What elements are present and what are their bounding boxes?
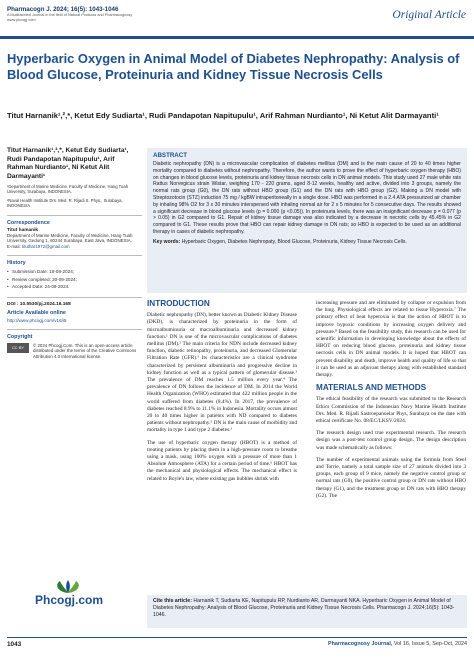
- copyright-text: © 2024 Phcogj.Com. This is an open-access article distributed under the terms of the Creative Commons Attribution 4.0 International license.: [33, 342, 137, 359]
- logo-text: Phcogj.com: [34, 593, 103, 607]
- footer-journal-name: Pharmacognosy Journal,: [327, 641, 393, 647]
- article-online-link[interactable]: http://www.phcogj.com/v16/i5: [7, 317, 67, 323]
- abstract-body: Diabetic nephropathy (DN) is a microvascular complication of diabetes mellitus (DM) and is the main cause of 20 to 40 times higher mortality compared to diabetes without nephropathy. Therefore, the author wants to prove the effect of hyperbaric oxygen therapy (HBO) on changes in blood glucose levels, proteinuria and kidney tissue necrosis cells in DN animal models. This study used 27 male white rats Rattus Norvegicus strain Wistar, weighing 170 - 220 grams, aged 8-12 weeks, healthy and active, divided into 3 groups, namely the normal rats group (G0), the DN rats without HBO group (G1) and the DN rats with HBO group (G2). Making a DN model with Streptozotocin (STZ) induction 75 mg / kgBW intraperitoneally in a single dose. HBO was performed in a 2.4 ATA pressurized air chamber by inhaling 98% O2 for 3 x 30 minutes interspersed with inhaling normal air for 2 x 5 minutes for 5 consecutive days. The results showed a significant decrease in blood glucose levels (p = 0.000 (p <0.05)). In proteinuria levels, there was an insignificant decrease p = 0.077 (p > 0.05) in G2 compared to G1. Repair of kidney tissue damage was also indicated by a decrease in necrotic cells by 45.45% in G2 compared to G1. These results prove that HBO can repair kidney damage in DN rats; so HBO is expected to be used as an additional therapy in cases of diabetic nephropathy.: [153, 161, 461, 235]
- history-heading: History: [7, 260, 26, 267]
- citation-text: Harnanik T, Sudiarta KE, Napitupulu RP, Nurdianto AR, Darmayanti NKA. Hyperbaric Oxygen in Animal Model of Diabetes Nephropathy: Analysis of Blood Glucose, Proteinuria and Kidney Tissue Necrosis Cells. Pharmacogn J. 2024;16(5): 1043-1046.: [153, 598, 455, 618]
- abstract-heading: ABSTRACT: [153, 152, 188, 159]
- article-type: Original Article: [392, 9, 466, 21]
- cc-license-icon[interactable]: CC BY: [7, 343, 29, 353]
- footer-divider: [7, 637, 467, 638]
- correspondence-address: Department of Marine Medicine, Faculty of Medicine, Hang Tuah University, Gedung 1, 60244 Surabaya, East Java, INDONESIA.: [7, 232, 133, 244]
- copyright-row: [7, 343, 142, 360]
- correspondence-email-row: [7, 244, 142, 250]
- correspondence-name: Titut hamanik: [7, 227, 39, 233]
- affiliation-1: ¹Department of Marine Medicine, Faculty of Medicine, Hang Tuah University, Surabaya, INDONESIA.: [7, 184, 129, 195]
- introduction-heading: INTRODUCTION: [147, 299, 210, 308]
- author-list: Titut Harnanik¹,²,*, Ketut Edy Sudiarta¹, Rudi Pandapotan Napitupulu¹, Arif Rahman Nurdianto¹, Ni Ketut Alit Darmayanti¹: [7, 111, 439, 120]
- copyright-heading: Copyright: [7, 333, 33, 340]
- journal-subtitle: A Multifaceted Journal in the field of Natural Products and Pharmacognosy: [7, 13, 133, 17]
- page-header: [0, 0, 474, 44]
- correspondence-email[interactable]: tituthar1972@gmail.com: [21, 243, 70, 249]
- footer-journal-issue: Vol 16, Issue 5, Sep-Oct, 2024: [393, 641, 467, 647]
- keywords-row: [153, 239, 461, 246]
- footer-journal: [328, 641, 467, 647]
- journal-header: [7, 6, 132, 23]
- article-online-heading: Article Available online: [7, 309, 66, 316]
- history-submission: • Submission Date: 18-08-2024;: [7, 268, 142, 275]
- article-title: Hyperbaric Oxygen in Animal Model of Diabetes Nephropathy: Analysis of Blood Glucose, Proteinuria and Kidney Tissue Necrosis Cells: [7, 51, 460, 82]
- sidebar-divider: [7, 329, 142, 330]
- affiliation-2: ²Naval Health Institute Drs. Med. R. Rijadi S. Phys., Surabaya, INDONESIA.: [7, 197, 123, 209]
- sidebar-divider: [7, 255, 142, 256]
- abstract-box: [147, 148, 467, 293]
- sidebar-divider: [7, 297, 142, 298]
- left-column: [147, 300, 297, 488]
- page-number: 1043: [7, 641, 22, 648]
- keywords-label: Key words:: [153, 238, 181, 245]
- introduction-paragraph: The use of hyperbaric oxygen therapy (HBOT) is a method of treating patients by placing them in a high-pressure room to breathe using a mask, using 100% oxygen with a pressure of more than 1 Absolute Atmosphere (ATA) for a certain period of time.⁶ HBOT has the mechanical and physiological effects. The mechanical effect is related to Boyle's law, where existing gas bubbles shrink with: [147, 439, 297, 482]
- doi[interactable]: DOI : 10.5530/pj.2024.16.168: [7, 301, 71, 307]
- sidebar-divider: [7, 215, 142, 216]
- methods-heading: MATERIALS AND METHODS: [316, 383, 427, 393]
- methods-paragraph: The number of experimental animals using the formula from Steel and Torrie, namely a total sample size of 27 animals divided into 3 groups, each group of 9 mice, namely the negative control group or normal rats (G0), the positive control group or DN rats without HBO therapy (G1), and the treatment group or DN rats with HBO therapy (G2). The: [316, 456, 466, 499]
- sidebar: [7, 147, 142, 359]
- publisher-logo: [14, 580, 124, 610]
- introduction-paragraph-cont: increasing pressure and are eliminated by collapse or expulsion from the lung. Physiological effects are related to tissue Hyperoxia.⁷ The primary effect of heat hyperoxia is that the action of HBOT is to improve hypoxic conditions by increasing oxygen delivery and pressure.⁸ Based on the feasibility study, this research can be used for scientific information in developing knowledge about the effects of HBOT on reducing blood glucose, proteinuria and kidney tissue necrosis cells in DN animal models. It is hoped that HBOT can prevent disability and death, improve health and quality of life so that it can be used as an adjuvant therapy along with established standard therapy.: [316, 300, 466, 379]
- history-accepted: • Accepted Date: 24-09-2024.: [7, 283, 142, 290]
- leaf-logo-icon: [48, 580, 88, 594]
- header-divider: [0, 36, 474, 39]
- introduction-paragraph: Diabetic nephropathy (DN), better known as Diabetic Kidney Disease (DKD), is characterized by proteinuria in the form of microalbuminuria or macroalbuminuria and decreased kidney function.¹ DN is one of the microvascular complications of diabetes mellitus (DM).² The main criteria for NDN include decreased kidney function, diabetic retinopathy, proteinuria, and decreased Glomerular Filtration Rate (GFR).³ Its characteristics are a clinical syndrome characterized by persistent albuminuria and progressive decline in kidney function as well as a typical pattern of glomerular disease.³ The prevalence of DM reaches 1.5 million every year.⁴ The prevalence of DN follows the incidence of DM. In 2014 the World Health Organization (WHO) estimated that 422 million people in the world suffered from diabetes (8.4%). In 2017, the prevalence of diabetes reached 8.9% to 11.1% in Indonesia. Mortality occurs almost 20 to 40 times higher in patients with ND compared to diabetes patients without nephropathy.⁵ DN is the main cause of morbidity and mortality in type 1 and type 2 diabetes.¹: [147, 312, 297, 434]
- sidebar-authors: Titut Harnanik¹,²,*, Ketut Edy Sudiarta¹, Rudi Pandapotan Napitupulu¹, Arif Rahman Nurdianto¹, Ni Ketut Alit Darmayanti¹: [7, 147, 129, 180]
- journal-website[interactable]: www.phcogj.com: [7, 18, 36, 22]
- history-review: • Review completed: 20-09-2024;: [7, 276, 142, 283]
- keywords-text: Hyperbaric Oxygen, Diabetes Nephropaty, Blood Glucose, Proteinuria, Kidney Tissue Necrosis Cells.: [181, 238, 407, 245]
- correspondence-heading: Correspondence: [7, 219, 50, 226]
- methods-paragraph: The ethical feasibility of the research was submitted to the Research Ethics Commission of the Indonesian Navy Marine Health Institute Drs. Med. R. Rijadi Sastroepanoelar Phys, Surabaya on the date with ethical certificate No. 08/EC/LKSV/2024.: [316, 396, 466, 425]
- right-column: [316, 300, 466, 505]
- email-label: E-mail:: [7, 243, 21, 249]
- journal-reference: Pharmacogn J. 2024; 16(5): 1043-1046: [7, 6, 119, 13]
- methods-paragraph: The research design used true experimental research. The research design was a post-test control group design. The design description was made schematically as follows:: [316, 430, 466, 451]
- citation-box: [147, 595, 467, 628]
- citation-label: Cite this article:: [153, 598, 192, 604]
